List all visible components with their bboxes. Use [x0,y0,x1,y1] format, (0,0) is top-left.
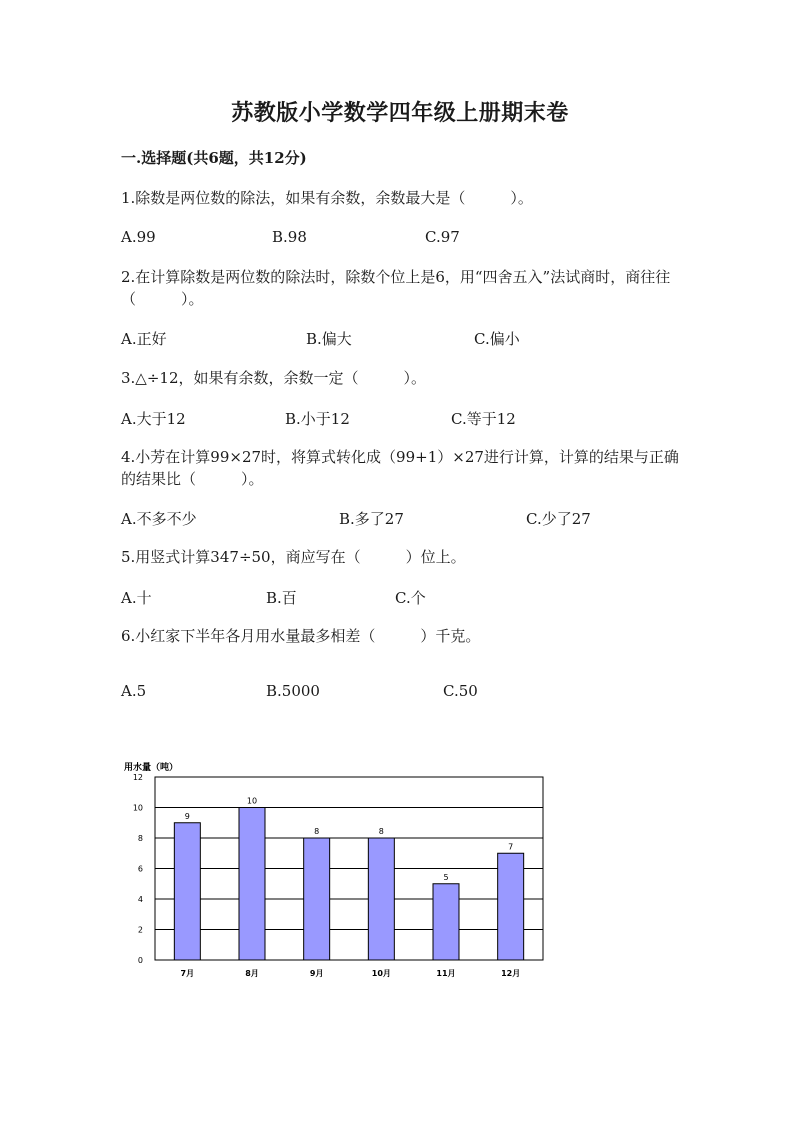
bar-data-label: 8 [314,827,320,836]
bar [433,884,459,960]
y-tick-label: 8 [137,834,143,843]
q5-option-b: B.百 [266,589,297,607]
question-3: 3.△÷12，如果有余数，余数一定（ ）。 [121,369,427,387]
y-tick-label: 2 [137,925,143,935]
question-2: 2.在计算除数是两位数的除法时，除数个位上是6，用“四舍五入”法试商时，商往往（ ）。 [121,268,671,308]
q1-option-b: B.98 [272,228,307,246]
q3-option-b: B.小于12 [285,410,350,428]
water-usage-bar-chart [110,755,560,990]
bar-data-label: 5 [443,872,449,882]
bar-data-label: 10 [246,796,258,806]
y-tick-label: 10 [132,803,143,813]
q2-option-b: B.偏大 [306,330,352,348]
bar [239,808,265,961]
bar-data-label: 7 [508,842,514,852]
q6-option-a: A.5 [121,682,147,700]
question-6: 6.小红家下半年各月用水量最多相差（ ）千克。 [121,627,481,645]
y-axis-label: 用水量（吨） [124,763,179,773]
q5-option-c: C.个 [395,589,426,607]
x-tick-label: 7月 [180,969,195,978]
x-tick-label: 12月 [501,969,521,978]
bar-data-label: 8 [378,827,384,836]
q3-option-a: A.大于12 [121,410,186,428]
bar-data-label: 9 [184,811,190,821]
q2-option-c: C.偏小 [474,330,520,348]
question-1: 1.除数是两位数的除法，如果有余数，余数最大是（ ）。 [121,189,533,207]
q4-option-b: B.多了27 [339,510,404,528]
q6-option-c: C.50 [443,682,478,700]
page-title: 苏教版小学数学四年级上册期末卷 [231,100,569,126]
bar [174,823,200,960]
bar [498,853,524,960]
q5-option-a: A.十 [121,589,152,607]
q4-option-a: A.不多不少 [121,510,197,528]
question-5: 5.用竖式计算347÷50，商应写在（ ）位上。 [121,548,466,566]
bar [304,838,330,960]
y-tick-label: 6 [137,864,143,874]
y-tick-label: 12 [132,773,143,782]
q1-option-c: C.97 [425,228,460,246]
x-tick-label: 11月 [436,969,456,978]
question-4: 4.小芳在计算99×27时，将算式转化成（99+1）×27进行计算，计算的结果与正确的结果比（ ）。 [121,448,679,488]
section-heading: 一.选择题(共6题，共12分) [121,149,307,167]
q6-option-b: B.5000 [266,682,320,700]
q1-option-a: A.99 [121,228,156,246]
x-tick-label: 9月 [309,969,324,978]
bar [368,838,394,960]
y-tick-label: 0 [137,956,143,965]
x-tick-label: 8月 [245,969,259,978]
q3-option-c: C.等于12 [451,410,516,428]
q2-option-a: A.正好 [121,330,167,348]
x-tick-label: 10月 [371,969,391,978]
q4-option-c: C.少了27 [526,510,591,528]
y-tick-label: 4 [137,895,143,904]
